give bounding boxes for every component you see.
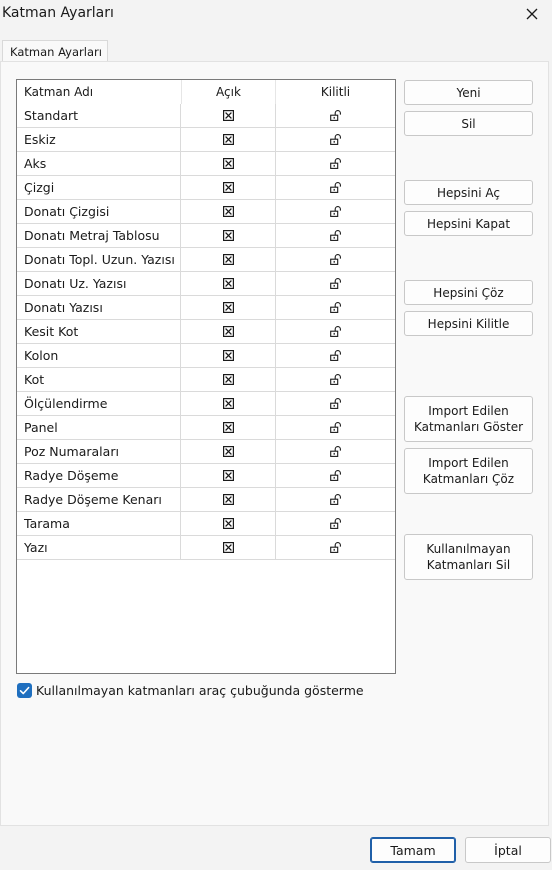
checked-box-icon — [223, 302, 234, 313]
checked-box-icon — [223, 110, 234, 121]
layer-open-toggle[interactable] — [181, 512, 276, 535]
layer-name: Standart — [17, 104, 181, 127]
layer-name: Radye Döşeme Kenarı — [17, 488, 181, 511]
checked-box-icon — [223, 206, 234, 217]
unlocked-padlock-icon — [330, 422, 342, 433]
layer-name: Donatı Çizgisi — [17, 200, 181, 223]
layer-open-toggle[interactable] — [181, 392, 276, 415]
unlocked-padlock-icon — [330, 326, 342, 337]
layer-lock-toggle[interactable] — [276, 224, 395, 247]
layer-name: Donatı Topl. Uzun. Yazısı — [17, 248, 181, 271]
checked-box-icon — [223, 470, 234, 481]
layer-lock-toggle[interactable] — [276, 176, 395, 199]
layer-open-toggle[interactable] — [181, 248, 276, 271]
ok-button[interactable]: Tamam — [370, 837, 456, 863]
layer-open-toggle[interactable] — [181, 488, 276, 511]
delete-layer-button[interactable]: Sil — [404, 111, 533, 136]
layer-name: Kesit Kot — [17, 320, 181, 343]
layer-open-toggle[interactable] — [181, 416, 276, 439]
unlocked-padlock-icon — [330, 302, 342, 313]
unlocked-padlock-icon — [330, 470, 342, 481]
checked-box-icon — [223, 518, 234, 529]
close-icon — [525, 7, 539, 21]
button-label-line: Katmanları Göster — [413, 420, 524, 434]
column-header-layer-name[interactable]: Katman Adı — [17, 80, 182, 104]
unlocked-padlock-icon — [330, 374, 342, 385]
layer-name: Çizgi — [17, 176, 181, 199]
layer-lock-toggle[interactable] — [276, 512, 395, 535]
layer-name: Kot — [17, 368, 181, 391]
unlocked-padlock-icon — [330, 158, 342, 169]
unlocked-padlock-icon — [330, 110, 342, 121]
table-row[interactable] — [17, 320, 395, 344]
layer-lock-toggle[interactable] — [276, 104, 395, 127]
layer-open-toggle[interactable] — [181, 224, 276, 247]
layer-lock-toggle[interactable] — [276, 152, 395, 175]
layer-lock-toggle[interactable] — [276, 272, 395, 295]
unlocked-padlock-icon — [330, 278, 342, 289]
table-row[interactable] — [17, 512, 395, 536]
layer-open-toggle[interactable] — [181, 296, 276, 319]
tab-strip — [0, 36, 552, 62]
unlocked-padlock-icon — [330, 446, 342, 457]
title-bar — [0, 0, 552, 28]
layer-lock-toggle[interactable] — [276, 248, 395, 271]
unlocked-padlock-icon — [330, 182, 342, 193]
hide-unused-checkbox[interactable] — [17, 683, 32, 698]
checked-box-icon — [223, 422, 234, 433]
table-row[interactable] — [17, 104, 395, 128]
checked-box-icon — [223, 398, 234, 409]
layer-name: Panel — [17, 416, 181, 439]
tab-katman-ayarlari[interactable]: Katman Ayarları — [2, 40, 108, 63]
cancel-button[interactable]: İptal — [465, 837, 551, 863]
checked-box-icon — [223, 494, 234, 505]
layer-list[interactable] — [16, 79, 396, 674]
layer-open-toggle[interactable] — [181, 440, 276, 463]
checked-box-icon — [223, 182, 234, 193]
new-layer-button[interactable]: Yeni — [404, 80, 533, 105]
checked-box-icon — [223, 158, 234, 169]
hide-unused-label[interactable]: Kullanılmayan katmanları araç çubuğunda gösterme — [36, 682, 364, 698]
button-label-line: Katmanları Sil — [426, 558, 511, 572]
table-row[interactable] — [17, 200, 395, 224]
layer-open-toggle[interactable] — [181, 200, 276, 223]
layer-lock-toggle[interactable] — [276, 320, 395, 343]
layer-name: Donatı Yazısı — [17, 296, 181, 319]
table-row[interactable] — [17, 248, 395, 272]
layer-lock-toggle[interactable] — [276, 464, 395, 487]
layer-lock-toggle[interactable] — [276, 128, 395, 151]
layer-lock-toggle[interactable] — [276, 416, 395, 439]
layer-name: Eskiz — [17, 128, 181, 151]
hide-unused-option — [17, 682, 364, 698]
checked-box-icon — [223, 374, 234, 385]
unlocked-padlock-icon — [330, 518, 342, 529]
table-row[interactable] — [17, 296, 395, 320]
layer-name: Donatı Uz. Yazısı — [17, 272, 181, 295]
layer-lock-toggle[interactable] — [276, 392, 395, 415]
table-row[interactable] — [17, 440, 395, 464]
unlock-imported-layers-button[interactable] — [404, 448, 533, 494]
table-row[interactable] — [17, 536, 395, 560]
lock-all-button[interactable]: Hepsini Kilitle — [404, 311, 533, 336]
window-title: Katman Ayarları — [2, 5, 114, 21]
button-label-line: Katmanları Çöz — [422, 472, 515, 486]
checked-box-icon — [223, 230, 234, 241]
checked-box-icon — [223, 350, 234, 361]
checked-box-icon — [223, 446, 234, 457]
layer-open-toggle[interactable] — [181, 368, 276, 391]
layer-lock-toggle[interactable] — [276, 344, 395, 367]
layer-lock-toggle[interactable] — [276, 488, 395, 511]
unlocked-padlock-icon — [330, 230, 342, 241]
layer-open-toggle[interactable] — [181, 152, 276, 175]
unlocked-padlock-icon — [330, 398, 342, 409]
column-header-locked[interactable]: Kilitli — [320, 85, 351, 99]
unlocked-padlock-icon — [330, 542, 342, 553]
checked-box-icon — [223, 326, 234, 337]
unlocked-padlock-icon — [330, 206, 342, 217]
button-label-line: Import Edilen — [428, 404, 509, 418]
table-row[interactable] — [17, 152, 395, 176]
delete-unused-layers-button[interactable] — [404, 534, 533, 580]
layer-name: Yazı — [17, 536, 181, 559]
layer-lock-toggle[interactable] — [276, 440, 395, 463]
layer-lock-toggle[interactable] — [276, 536, 395, 559]
layer-rows — [17, 104, 395, 560]
layer-open-toggle[interactable] — [181, 176, 276, 199]
table-row[interactable] — [17, 224, 395, 248]
layer-name: Ölçülendirme — [17, 392, 181, 415]
unlocked-padlock-icon — [330, 350, 342, 361]
table-row[interactable] — [17, 488, 395, 512]
layer-open-toggle[interactable] — [181, 464, 276, 487]
unlock-all-button[interactable]: Hepsini Çöz — [404, 280, 533, 305]
layer-lock-toggle[interactable] — [276, 368, 395, 391]
layer-name: Kolon — [17, 344, 181, 367]
checked-box-icon — [223, 254, 234, 265]
unlocked-padlock-icon — [330, 254, 342, 265]
close-all-button[interactable]: Hepsini Kapat — [404, 211, 533, 236]
button-label-line: Kullanılmayan — [426, 542, 511, 556]
table-row[interactable] — [17, 368, 395, 392]
table-row[interactable] — [17, 128, 395, 152]
layer-open-toggle[interactable] — [181, 320, 276, 343]
table-row[interactable] — [17, 344, 395, 368]
open-all-button[interactable]: Hepsini Aç — [404, 180, 533, 205]
layer-open-toggle[interactable] — [181, 272, 276, 295]
layer-open-toggle[interactable] — [181, 104, 276, 127]
table-row[interactable] — [17, 392, 395, 416]
layer-lock-toggle[interactable] — [276, 200, 395, 223]
list-header — [17, 80, 395, 104]
layer-name: Poz Numaraları — [17, 440, 181, 463]
table-row[interactable] — [17, 464, 395, 488]
unlocked-padlock-icon — [330, 134, 342, 145]
layer-open-toggle[interactable] — [181, 536, 276, 559]
checked-box-icon — [223, 542, 234, 553]
table-row[interactable] — [17, 272, 395, 296]
layer-name: Donatı Metraj Tablosu — [17, 224, 181, 247]
show-imported-layers-button[interactable] — [404, 396, 533, 442]
layer-open-toggle[interactable] — [181, 128, 276, 151]
layer-open-toggle[interactable] — [181, 344, 276, 367]
checkmark-icon — [19, 685, 30, 696]
table-row[interactable] — [17, 176, 395, 200]
layer-name: Radye Döşeme — [17, 464, 181, 487]
close-button[interactable] — [512, 0, 552, 28]
checked-box-icon — [223, 278, 234, 289]
layer-name: Tarama — [17, 512, 181, 535]
table-row[interactable] — [17, 416, 395, 440]
unlocked-padlock-icon — [330, 494, 342, 505]
column-header-open[interactable]: Açık — [182, 80, 276, 104]
button-label-line: Import Edilen — [428, 456, 509, 470]
layer-lock-toggle[interactable] — [276, 296, 395, 319]
layer-name: Aks — [17, 152, 181, 175]
checked-box-icon — [223, 134, 234, 145]
